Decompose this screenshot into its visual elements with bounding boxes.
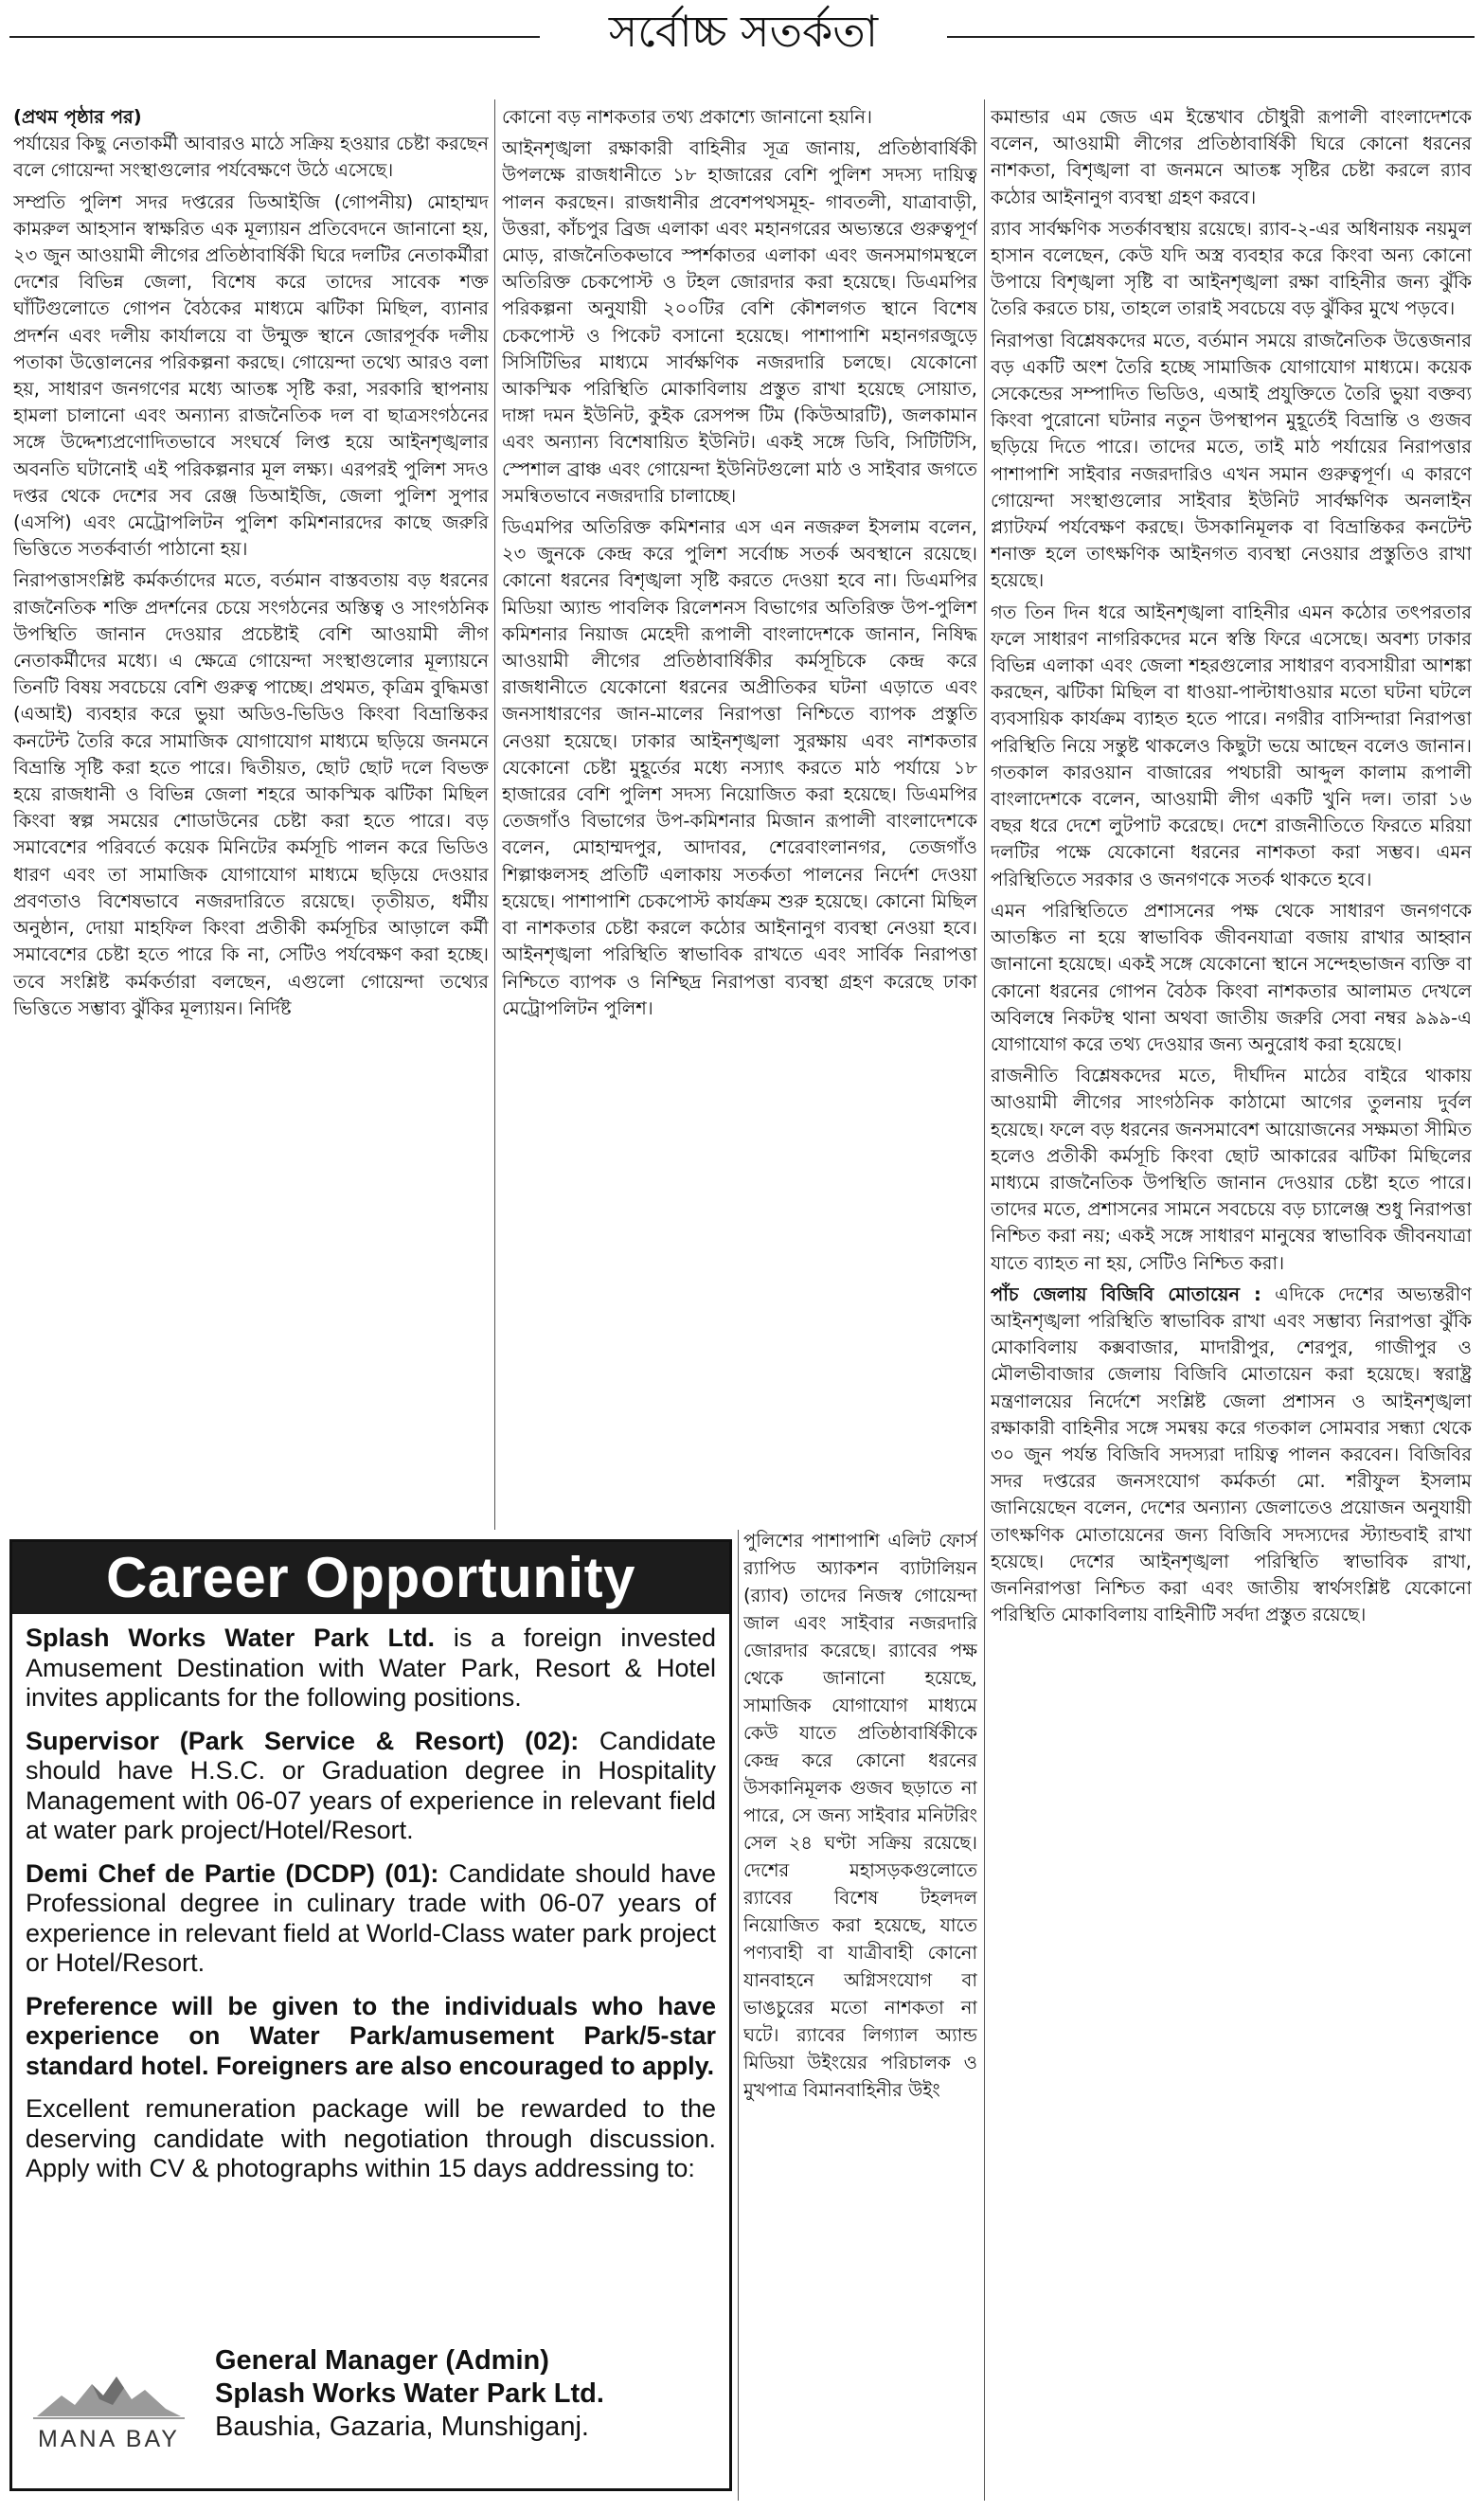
ad-address: [215, 2344, 717, 2444]
position-requirements: Candidate should have H.S.C. or Graduation degree in Hospitality Management with 06-07 years of experience in relevant field at water park project/Hotel/Resort.: [26, 1726, 716, 1844]
paragraph: নিরাপত্তাসংশ্লিষ্ট কর্মকর্তাদের মতে, বর্তমান বাস্তবতায় বড় ধরনের রাজনৈতিক শক্তি প্রদর্শনের চেয়ে সংগঠনের অস্তিত্ব ও সাংগঠনিক উপস্থিতি জানান দেওয়ার প্রচেষ্টাই বেশি আওয়ামী লীগ নেতাকর্মীদের মধ্যে। এ ক্ষেত্রে গোয়েন্দা সংস্থাগুলোর মূল্যায়নে তিনটি বিষয় সবচেয়ে বেশি গুরুত্ব পাচ্ছে। প্রথমত, কৃত্রিম বুদ্ধিমত্তা (এআই) ব্যবহার করে ভুয়া অডিও-ভিডিও কিংবা বিভ্রান্তিকর কনটেন্ট তৈরি করে সামাজিক যোগাযোগ মাধ্যমে ছড়িয়ে জনমনে বিভ্রান্তি সৃষ্টি করা হতে পারে। দ্বিতীয়ত, ছোট ছোট দলে বিভক্ত হয়ে রাজধানী ও বিভিন্ন জেলা শহরে আকস্মিক ঝটিকা মিছিল কিংবা স্বল্প সময়ের শোডাউনের চেষ্টা করা হতে পারে। বড় সমাবেশের পরিবর্তে কয়েক মিনিটের কর্মসূচি পালন করে ভিডিও ধারণ এবং তা সামাজিক যোগাযোগ মাধ্যমে ছড়িয়ে দেওয়ার প্রবণতাও বিশেষভাবে নজরদারিতে রয়েছে। তৃতীয়ত, ধর্মীয় অনুষ্ঠান, দোয়া মাহফিল কিংবা প্রতীকী কর্মসূচির আড়ালে কর্মী সমাবেশের চেষ্টা হতে পারে কি না, সেটিও পর্যবেক্ষণ করা হচ্ছে। তবে সংশ্লিষ্ট কর্মকর্তারা বলছেন, এগুলো গোয়েন্দা তথ্যের ভিত্তিতে সম্ভাব্য ঝুঁকির মূল্যায়ন। নির্দিষ্ট: [13, 569, 489, 1019]
paragraph: রাজনীতি বিশ্লেষকদের মতে, দীর্ঘদিন মাঠের বাইরে থাকায় আওয়ামী লীগের সাংগঠনিক কাঠামো আগের তুলনায় দুর্বল হয়েছে। ফলে বড় ধরনের জনসমাবেশ আয়োজনের সক্ষমতা সীমিত হলেও প্রতীকী কর্মসূচি কিংবা ছোট আকারের ঝটিকা মিছিলের মাধ্যমে রাজনৈতিক উপস্থিতি জানান দেওয়ার চেষ্টা হতে পারে। তাদের মতে, প্রশাসনের সামনে সবচেয়ে বড় চ্যালেঞ্জ শুধু নিরাপত্তা নিশ্চিত করা নয়; একই সঙ্গে সাধারণ মানুষের স্বাভাবিক জীবনযাত্রা যাতে ব্যাহত না হয়, সেটিও নিশ্চিত করা।: [991, 1065, 1472, 1274]
mountain-logo-icon: [33, 2367, 185, 2424]
paragraph: পুলিশের পাশাপাশি এলিট ফোর্স র‌্যাপিড অ্যাকশন ব্যাটালিয়ন (র‌্যাব) তাদের নিজস্ব গোয়েন্দা জাল এবং সাইবার নজরদারি জোরদার করেছে। র‌্যাবের পক্ষ থেকে জানানো হয়েছে, সামাজিক যোগাযোগ মাধ্যমে কেউ যাতে প্রতিষ্ঠাবার্ষিকীকে কেন্দ্র করে কোনো ধরনের উসকানিমূলক গুজব ছড়াতে না পারে, সে জন্য সাইবার মনিটরিং সেল ২৪ ঘণ্টা সক্রিয় রয়েছে। দেশের মহাসড়কগুলোতে র‌্যাবের বিশেষ টহলদল নিয়োজিত করা হয়েছে, যাতে পণ্যবাহী বা যাত্রীবাহী কোনো যানবাহনে অগ্নিসংযোগ বা ভাঙচুরের মতো নাশকতা না ঘটে। র‌্যাবের লিগ্যাল অ্যান্ড মিডিয়া উইংয়ের পরিচালক ও মুখপাত্র বিমানবাহিনীর উইং: [743, 1530, 977, 2101]
position-demi-chef: [26, 1859, 716, 1979]
career-opportunity-ad: [9, 1539, 732, 2491]
paragraph: আইনশৃঙ্খলা রক্ষাকারী বাহিনীর সূত্র জানায়, প্রতিষ্ঠাবার্ষিকী উপলক্ষে রাজধানীতে ১৮ হাজারের বেশি পুলিশ সদস্য দায়িত্ব পালন করছেন। রাজধানীর প্রবেশপথসমূহ- গাবতলী, যাত্রাবাড়ী, উত্তরা, কাঁচপুর ব্রিজ এলাকা এবং মহানগরের অভ্যন্তরে গুরুত্বপূর্ণ মোড়, রাজনৈতিকভাবে স্পর্শকাতর এলাকা এবং জনসমাগমস্থলে অতিরিক্ত চেকপোস্ট ও টহল জোরদার করা হয়েছে। ডিএমপির পরিকল্পনা অনুযায়ী ২০০টির বেশি কৌশলগত স্থানে বিশেষ চেকপোস্ট ও পিকেট বসানো হয়েছে। পাশাপাশি মহানগরজুড়ে সিসিটিভির মাধ্যমে সার্বক্ষণিক নজরদারি চলছে। যেকোনো আকস্মিক পরিস্থিতি মোকাবিলায় প্রস্তুত রাখা হয়েছে সোয়াত, দাঙ্গা দমন ইউনিট, কুইক রেসপন্স টিম (কিউআরটি), জলকামান এবং অন্যান্য বিশেষায়িত ইউনিট। একই সঙ্গে ডিবি, সিটিটিসি, স্পেশাল ব্রাঞ্চ এবং গোয়েন্দা ইউনিটগুলো মাঠ ও সাইবার জগতে সমন্বিতভাবে নজরদারি চালাচ্ছে।: [502, 137, 977, 507]
column-divider: [738, 1530, 739, 2501]
subheading: পাঁচ জেলায় বিজিবি মোতায়েন :: [991, 1283, 1261, 1305]
address-line: General Manager (Admin): [215, 2345, 549, 2376]
paragraph: [13, 104, 489, 185]
page-title: সর্বোচ্চ সতর্কতা: [608, 6, 879, 57]
paragraph: [991, 1282, 1472, 1629]
article-column-3: [991, 104, 1472, 2491]
column-divider: [494, 99, 495, 1530]
ad-body: [12, 1614, 729, 2184]
page-header: [0, 0, 1484, 61]
position-requirements: Candidate should have Professional degree in culinary trade with 06-07 years of experience in relevant field at World-Class water park project or Hotel/Resort.: [26, 1858, 716, 1977]
header-rule-left: [9, 36, 540, 38]
paragraph: সম্প্রতি পুলিশ সদর দপ্তরের ডিআইজি (গোপনীয়) মোহাম্মদ কামরুল আহসান স্বাক্ষরিত এক মূল্যায়ন প্রতিবেদনে জানানো হয়, ২৩ জুন আওয়ামী লীগের প্রতিষ্ঠাবার্ষিকী ঘিরে দলটির নেতাকর্মীরা দেশের বিভিন্ন জেলা, বিশেষ করে তাদের সাবেক শক্ত ঘাঁটিগুলোতে গোপন বৈঠকের মাধ্যমে ঝটিকা মিছিল, ব্যানার প্রদর্শন এবং দলীয় কার্যালয়ে বা উন্মুক্ত স্থানে জোরপূর্বক দলীয় পতাকা উত্তোলনের পরিকল্পনা করছে। গোয়েন্দা তথ্যে আরও বলা হয়, সাধারণ জনগণের মধ্যে আতঙ্ক সৃষ্টি করা, সরকারি স্থাপনায় হামলা চালানো এবং অন্যান্য রাজনৈতিক দল বা ছাত্রসংগঠনের সঙ্গে উদ্দেশ্যপ্রণোদিতভাবে সংঘর্ষে লিপ্ত হয়ে আইনশৃঙ্খলার অবনতি ঘটানোই এই পরিকল্পনার মূল লক্ষ্য। এরপরই পুলিশ সদও দপ্তর থেকে দেশের সব রেঞ্জ ডিআইজি, জেলা পুলিশ সুপার (এসপি) এবং মেট্রোপলিটন পুলিশ কমিশনারদের কাছে জরুরি ভিত্তিতে সতর্কবার্তা পাঠানো হয়।: [13, 190, 489, 561]
paragraph-text: এদিকে দেশের অভ্যন্তরীণ আইনশৃঙ্খলা পরিস্থিতি স্বাভাবিক রাখা এবং সম্ভাব্য নিরাপত্তা ঝুঁকি মোকাবিলায় কক্সবাজার, মাদারীপুর, শেরপুর, গাজীপুর ও মৌলভীবাজার জেলায় বিজিবি মোতায়েন করা হয়েছে। স্বরাষ্ট্র মন্ত্রণালয়ের নির্দেশে সংশ্লিষ্ট জেলা প্রশাসন ও আইনশৃঙ্খলা রক্ষাকারী বাহিনীর সঙ্গে সমন্বয় করে গতকাল সোমবার সন্ধ্যা থেকে ৩০ জুন পর্যন্ত বিজিবি সদস্যরা দায়িত্ব পালন করবেন। বিজিবির সদর দপ্তরের জনসংযোগ কর্মকর্তা মো. শরীফুল ইসলাম জানিয়েছেন বলেন, দেশের অন্যান্য জেলাতেও প্রয়োজন অনুযায়ী তাৎক্ষণিক মোতায়েনের জন্য বিজিবি সদস্যদের স্ট্যান্ডবাই রাখা হয়েছে। দেশের আইনশৃঙ্খলা পরিস্থিতি স্বাভাবিক রাখা, জননিরাপত্তা নিশ্চিত করা এবং জাতীয় স্বার্থসংশ্লিষ্ট যেকোনো পরিস্থিতি মোকাবিলায় বাহিনীটি সর্বদা প্রস্তুত রয়েছে।: [991, 1283, 1472, 1626]
company-name: Splash Works Water Park Ltd.: [26, 1624, 435, 1652]
position-supervisor: [26, 1727, 716, 1846]
paragraph: কমান্ডার এম জেড এম ইন্তেখাব চৌধুরী রূপালী বাংলাদেশকে বলেন, আওয়ামী লীগের প্রতিষ্ঠাবার্ষিকী ঘিরে কোনো ধরনের নাশকতা, বিশৃঙ্খলা বা জনমনে আতঙ্ক সৃষ্টির চেষ্টা করলে র‌্যাব কঠোর আইনানুগ ব্যবস্থা গ্রহণ করবে।: [991, 106, 1472, 208]
ad-intro-text: is a foreign invested Amusement Destination with Water Park, Resort & Hotel invites applicants for the following positions.: [26, 1624, 716, 1712]
position-title: Demi Chef de Partie (DCDP) (01):: [26, 1858, 439, 1888]
header-rule-right: [947, 36, 1475, 38]
address-line: Splash Works Water Park Ltd.: [215, 2378, 604, 2409]
ad-remuneration: Excellent remuneration package will be rewarded to the deserving candidate with negotiation through discussion. Apply with CV & photographs within 15 days addressing to:: [26, 2094, 716, 2182]
column-divider: [984, 99, 985, 2501]
paragraph: র‌্যাব সার্বক্ষণিক সতর্কাবস্থায় রয়েছে। র‌্যাব-২-এর অধিনায়ক নয়মুল হাসান বলেছেন, কেউ যদি অস্ত্র ব্যবহার করে কিংবা অন্য কোনো উপায়ে বিশৃঙ্খলা সৃষ্টি বা আইনশৃঙ্খলা রক্ষা বাহিনীর জন্য ঝুঁকি তৈরি করতে চায়, তাহলে তারাই সবচেয়ে বড় ঝুঁকির মুখে পড়বে।: [991, 217, 1472, 320]
logo-text: MANA BAY: [38, 2426, 180, 2452]
ad-intro: [26, 1624, 716, 1714]
ad-title: Career Opportunity: [12, 1542, 729, 1614]
article-column-2: [502, 104, 977, 1530]
paragraph: এমন পরিস্থিতিতে প্রশাসনের পক্ষ থেকে সাধারণ জনগণকে আতঙ্কিত না হয়ে স্বাভাবিক জীবনযাত্রা বজায় রাখার আহ্বান জানানো হয়েছে। একই সঙ্গে যেকোনো স্থানে সন্দেহভাজন ব্যক্তি বা কোনো ধরনের গোপন বৈঠক কিংবা নাশকতার আলামত দেখলে অবিলম্বে নিকটস্থ থানা অথবা জাতীয় জরুরি সেবা নম্বর ৯৯৯-এ যোগাযোগ করে তথ্য দেওয়ার জন্য অনুরোধ করা হয়েছে।: [991, 899, 1472, 1055]
article-column-2-continued: [743, 1527, 977, 2493]
ad-preference: Preference will be given to the individuals who have experience on Water Park/amusement Park/5-star standard hotel. Foreigners are also encouraged to apply.: [26, 1991, 716, 2080]
paragraph: ডিএমপির অতিরিক্ত কমিশনার এস এন নজরুল ইসলাম বলেন, ২৩ জুনকে কেন্দ্র করে পুলিশ সর্বোচ্চ সতর্ক অবস্থানে রয়েছে। কোনো ধরনের বিশৃঙ্খলা সৃষ্টি করতে দেওয়া হবে না। ডিএমপির মিডিয়া অ্যান্ড পাবলিক রিলেশনস বিভাগের অতিরিক্ত উপ-পুলিশ কমিশনার নিয়াজ মেহেদী রূপালী বাংলাদেশকে জানান, নিষিদ্ধ আওয়ামী লীগের প্রতিষ্ঠাবার্ষিকীর কর্মসূচিকে কেন্দ্র করে রাজধানীতে যেকোনো ধরনের অপ্রীতিকর ঘটনা এড়াতে এবং জনসাধারণের জান-মালের নিরাপত্তা নিশ্চিতে ব্যাপক প্রস্তুতি নেওয়া হয়েছে। ঢাকার আইনশৃঙ্খলা সুরক্ষায় এবং নাশকতার যেকোনো চেষ্টা মুহূর্তের মধ্যে নস্যাৎ করতে মাঠ পর্যায়ে ১৮ হাজারের বেশি পুলিশ সদস্য নিয়োজিত করা হয়েছে। ডিএমপির তেজগাঁও বিভাগের উপ-কমিশনার মিজান রূপালী বাংলাদেশকে বলেন, মোহাম্মদপুর, আদাবর, শেরেবাংলানগর, তেজগাঁও শিল্পাঞ্চলসহ প্রতিটি এলাকায় সতর্কতা পালনের নির্দেশ দেওয়া হয়েছে। পাশাপাশি চেকপোস্ট কার্যক্রম শুরু হয়েছে। কোনো মিছিল বা নাশকতার চেষ্টা করলে কঠোর আইনানুগ ব্যবস্থা নেওয়া হবে। আইনশৃঙ্খলা পরিস্থিতি স্বাভাবিক রাখতে এবং সার্বিক নিরাপত্তা নিশ্চিতে ব্যাপক ও নিশ্ছিদ্র নিরাপত্তা ব্যবস্থা গ্রহণ করেছে ঢাকা মেট্রোপলিটন পুলিশ।: [502, 516, 977, 1019]
paragraph: কোনো বড় নাশকতার তথ্য প্রকাশ্যে জানানো হয়নি।: [502, 106, 873, 128]
position-title: Supervisor (Park Service & Resort) (02):: [26, 1726, 580, 1755]
mana-bay-logo: [33, 2367, 185, 2462]
address-line: Baushia, Gazaria, Munshiganj.: [215, 2412, 589, 2442]
paragraph-text: পর্যায়ের কিছু নেতাকর্মী আবারও মাঠে সক্রিয় হওয়ার চেষ্টা করছেন বলে গোয়েন্দা সংস্থাগুলোর পর্যবেক্ষণে উঠে এসেছে।: [13, 133, 489, 182]
paragraph: গত তিন দিন ধরে আইনশৃঙ্খলা বাহিনীর এমন কঠোর তৎপরতার ফলে সাধারণ নাগরিকদের মনে স্বস্তি ফিরে এসেছে। অবশ্য ঢাকার বিভিন্ন এলাকা এবং জেলা শহরগুলোর সাধারণ ব্যবসায়ীরা আশঙ্কা করছেন, ঝটিকা মিছিল বা ধাওয়া-পাল্টাধাওয়ার মতো ঘটনা ঘটলে ব্যবসায়িক কার্যক্রম ব্যাহত হতে পারে। নগরীর বাসিন্দারা নিরাপত্তা পরিস্থিতি নিয়ে সন্তুষ্ট থাকলেও কিছুটা ভয়ে আছেন বলেও জানান। গতকাল কারওয়ান বাজারের পথচারী আব্দুল কালাম রূপালী বাংলাদেশকে বলেন, আওয়ামী লীগ একটি খুনি দল। তারা ১৬ বছর ধরে দেশে লুটপাট করেছে। দেশে রাজনীতিতে ফিরতে মরিয়া দলটির পক্ষে যেকোনো ধরনের নাশকতা করা সম্ভব। এমন পরিস্থিতিতে সরকার ও জনগণকে সতর্ক থাকতে হবে।: [991, 601, 1472, 890]
ad-footer: [26, 2331, 717, 2473]
article-column-1: [13, 104, 489, 1525]
paragraph-lead: (প্রথম পৃষ্ঠার পর): [13, 106, 142, 128]
paragraph: নিরাপত্তা বিশ্লেষকদের মতে, বর্তমান সময়ে রাজনৈতিক উত্তেজনার বড় একটি অংশ তৈরি হচ্ছে সামাজিক যোগাযোগ মাধ্যমে। কয়েক সেকেন্ডের সম্পাদিত ভিডিও, এআই প্রযুক্তিতে তৈরি ভুয়া বক্তব্য কিংবা পুরোনো ঘটনার নতুন উপস্থাপন মুহূর্তেই বিভ্রান্তি ও গুজব ছড়িয়ে দিতে পারে। তাদের মতে, তাই মাঠ পর্যায়ের নিরাপত্তার পাশাপাশি সাইবার নজরদারিও এখন সমান গুরুত্বপূর্ণ। এ কারণে গোয়েন্দা সংস্থাগুলোর সাইবার ইউনিট সার্বক্ষণিক অনলাইন প্ল্যাটফর্ম পর্যবেক্ষণ করছে। উসকানিমূলক বা বিভ্রান্তিকর কনটেন্ট শনাক্ত হলে তাৎক্ষণিক আইনগত ব্যবস্থা নেওয়ার প্রস্তুতিও রাখা হয়েছে।: [991, 329, 1472, 592]
